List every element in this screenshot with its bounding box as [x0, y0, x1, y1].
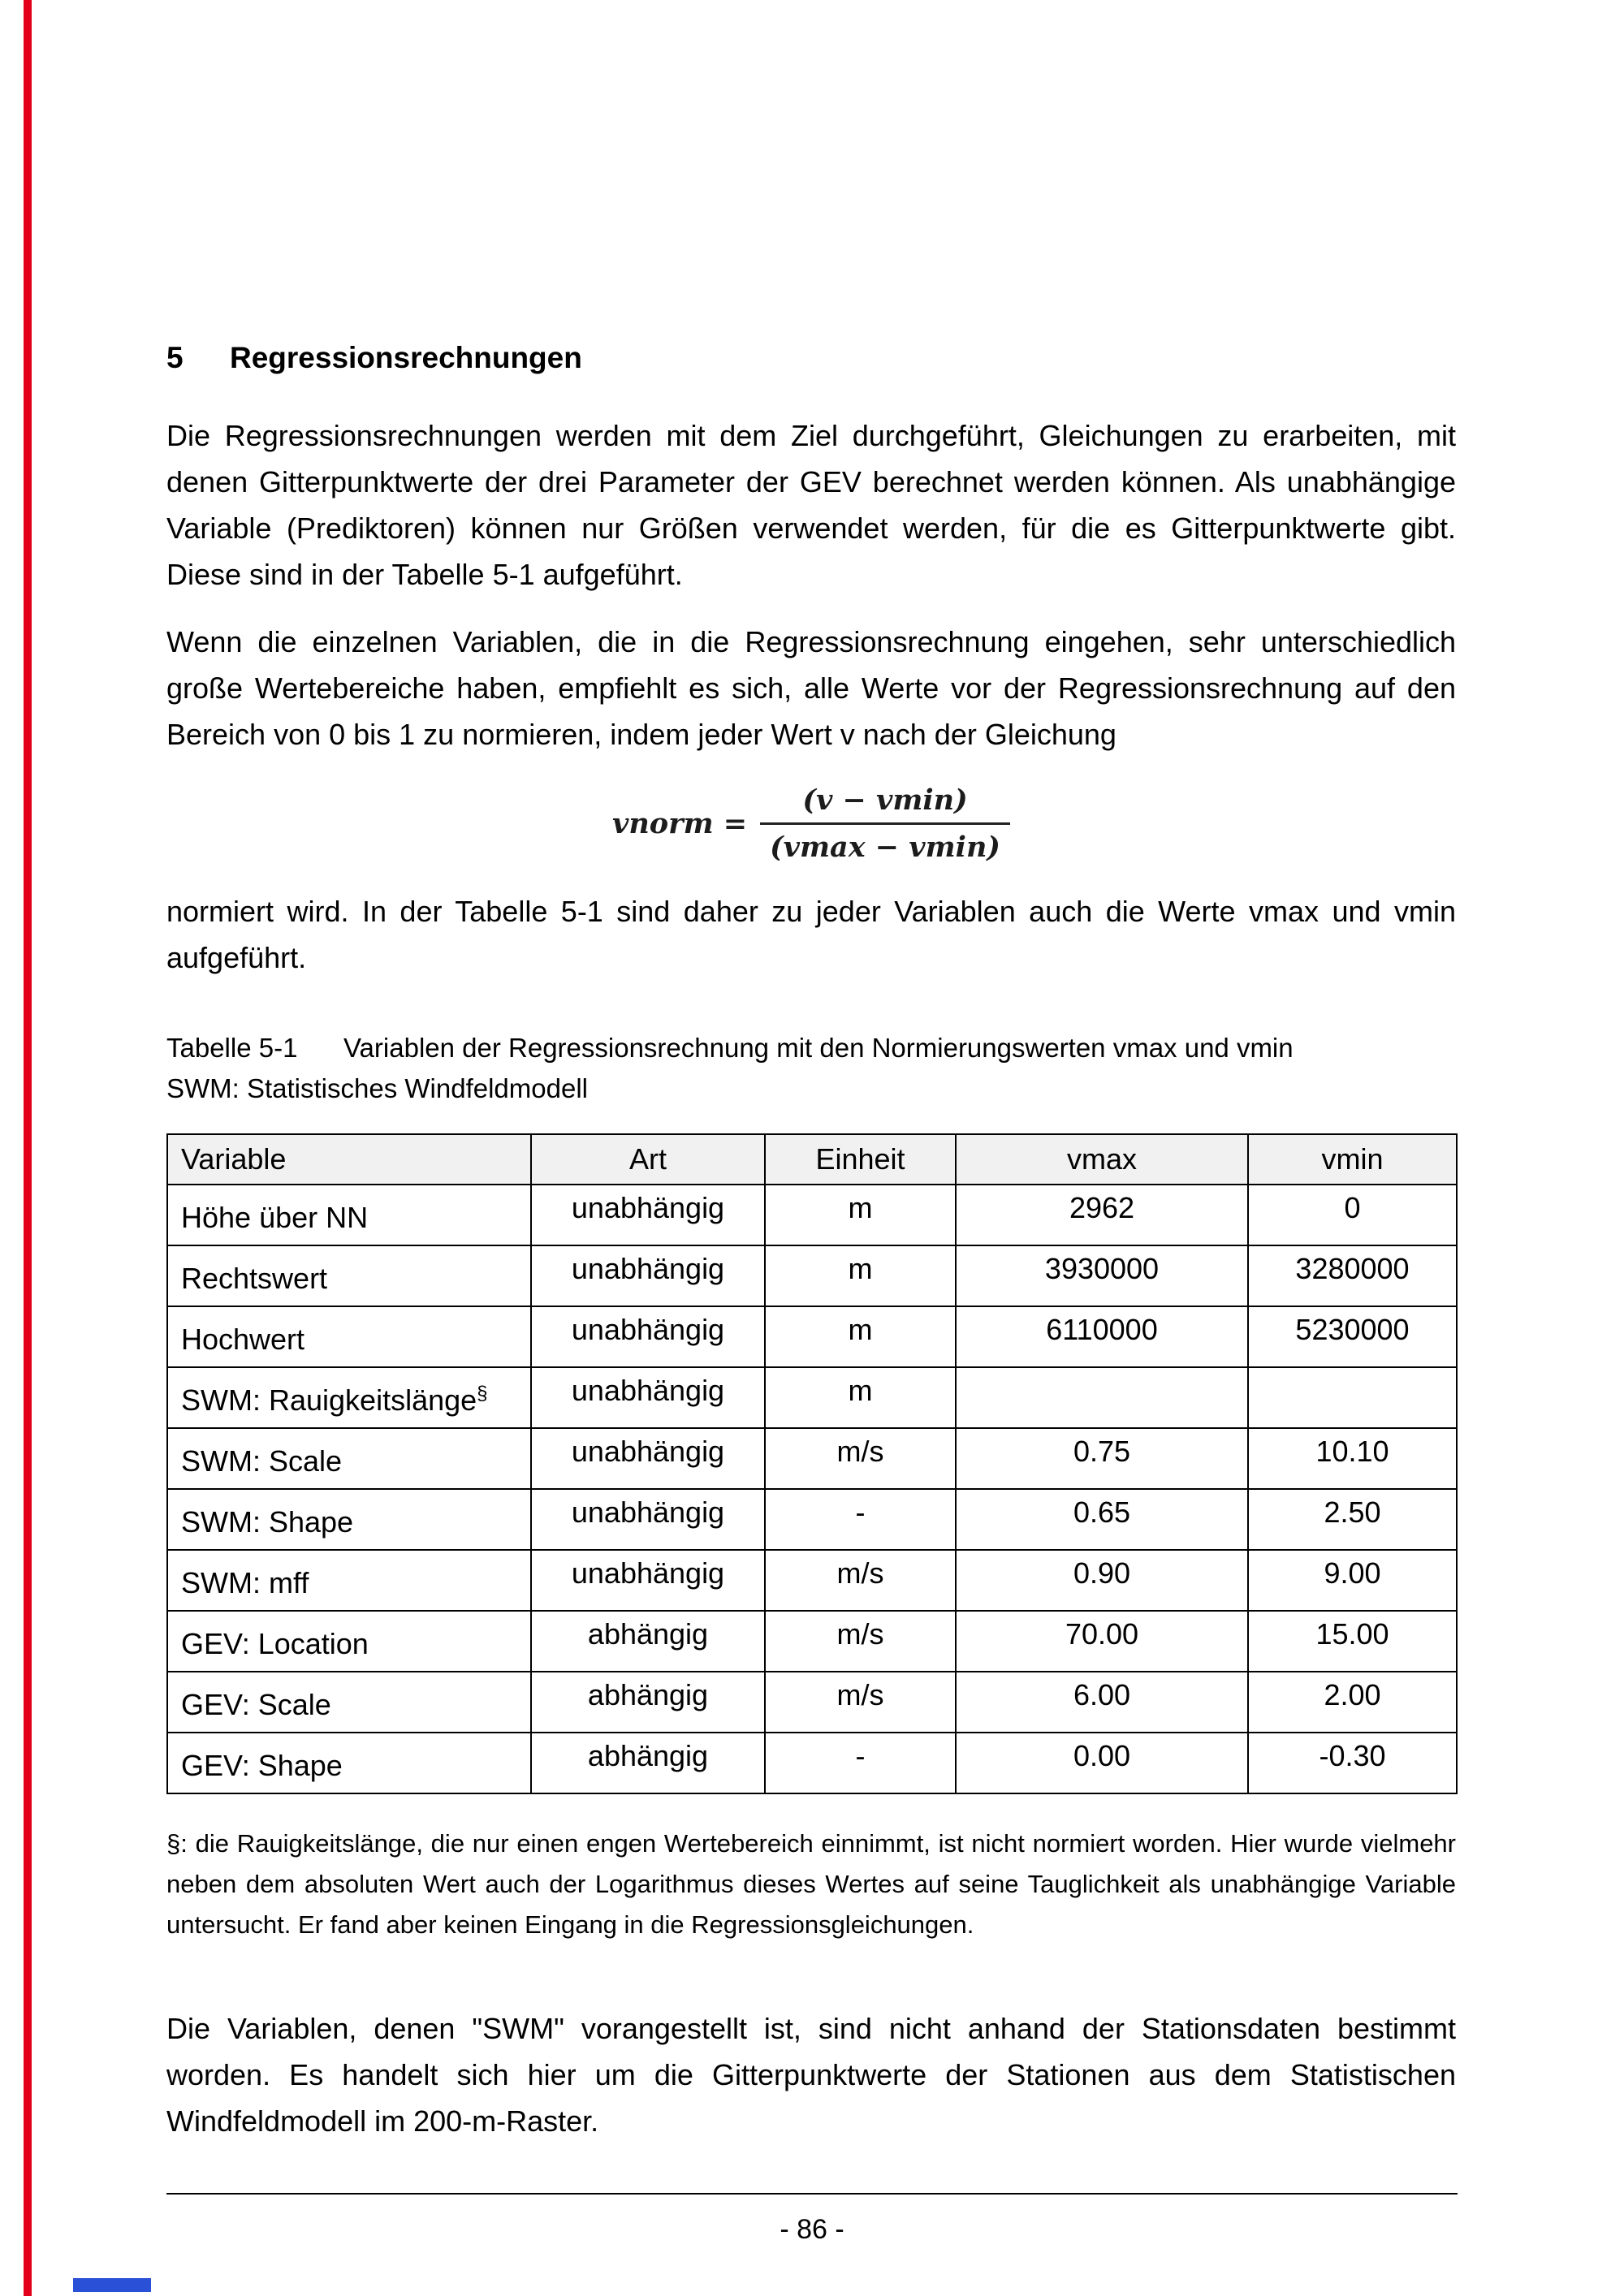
cell-art: abhängig [531, 1672, 765, 1733]
cell-variable [167, 1672, 531, 1733]
cell-art: abhängig [531, 1733, 765, 1793]
formula-fraction [760, 783, 1010, 864]
cell-vmax: 70.00 [956, 1611, 1248, 1672]
cell-variable [167, 1245, 531, 1306]
variable-name: SWM: Rauigkeitslänge [181, 1383, 477, 1417]
footnote-marker: § [477, 1383, 488, 1405]
cell-variable [167, 1611, 531, 1672]
cell-variable [167, 1185, 531, 1245]
left-margin-stripe [24, 0, 32, 2296]
cell-vmin [1248, 1367, 1457, 1428]
cell-variable [167, 1367, 531, 1428]
paragraph-normalization: Wenn die einzelnen Variablen, die in die Regressionsrechnung eingehen, sehr unterschiedlich große Wertebereiche haben, empfiehlt es sich, alle Werte vor der Regressionsrechnung auf den Bereich von 0 bis 1 zu normieren, indem jeder Wert v nach der Gleichung [166, 625, 1456, 751]
paragraph-after-formula: normiert wird. In der Tabelle 5-1 sind daher zu jeder Variablen auch die Werte vmax und vmin aufgeführt. [166, 895, 1456, 974]
cell-art: unabhängig [531, 1489, 765, 1550]
table-row [167, 1550, 1457, 1611]
cell-art: abhängig [531, 1611, 765, 1672]
variable-name: SWM: mff [181, 1566, 309, 1599]
paragraph-swm-note: Die Variablen, denen "SWM" vorangestellt ist, sind nicht anhand der Stationsdaten bestimmt worden. Es handelt sich hier um die Gitterpunktwerte der Stationen aus dem Statistischen Windfeldmodell im 200-m-Raster. [166, 2012, 1456, 2138]
cell-vmax: 6.00 [956, 1672, 1248, 1733]
normalization-formula [166, 783, 1456, 864]
cell-variable [167, 1428, 531, 1489]
cell-vmin: 10.10 [1248, 1428, 1457, 1489]
variable-name: Hochwert [181, 1323, 305, 1356]
cell-variable [167, 1550, 531, 1611]
table-row [167, 1185, 1457, 1245]
cell-vmax: 0.75 [956, 1428, 1248, 1489]
formula-lhs: vnorm = [612, 807, 748, 840]
page-footer [166, 2193, 1458, 2246]
col-header-vmin: vmin [1248, 1134, 1457, 1185]
table-row [167, 1733, 1457, 1793]
table-row [167, 1367, 1457, 1428]
page-number: - 86 - [780, 2214, 844, 2245]
cell-vmin: -0.30 [1248, 1733, 1457, 1793]
variable-name: GEV: Shape [181, 1749, 343, 1782]
col-header-einheit: Einheit [765, 1134, 956, 1185]
footer-rule [166, 2193, 1458, 2195]
cell-vmin: 2.00 [1248, 1672, 1457, 1733]
cell-vmax: 0.90 [956, 1550, 1248, 1611]
page-content [166, 341, 1456, 2144]
cell-vmin: 5230000 [1248, 1306, 1457, 1367]
cell-art: unabhängig [531, 1185, 765, 1245]
cell-vmin: 2.50 [1248, 1489, 1457, 1550]
cell-einheit: m/s [765, 1428, 956, 1489]
cell-art: unabhängig [531, 1306, 765, 1367]
cell-variable [167, 1489, 531, 1550]
bottom-left-blue-mark [73, 2278, 151, 2292]
formula-numerator: (v − vmin) [760, 783, 1010, 825]
cell-vmin: 9.00 [1248, 1550, 1457, 1611]
col-header-vmax: vmax [956, 1134, 1248, 1185]
cell-art: unabhängig [531, 1428, 765, 1489]
cell-vmin: 15.00 [1248, 1611, 1457, 1672]
variables-table [166, 1133, 1458, 1794]
variable-name: GEV: Scale [181, 1688, 331, 1721]
cell-variable [167, 1733, 531, 1793]
cell-einheit: m/s [765, 1672, 956, 1733]
formula-denominator: (vmax − vmin) [770, 831, 1000, 864]
cell-vmin: 0 [1248, 1185, 1457, 1245]
cell-einheit: m [765, 1306, 956, 1367]
table-caption-label: Tabelle 5-1 [166, 1033, 298, 1063]
cell-vmin: 3280000 [1248, 1245, 1457, 1306]
table-row [167, 1672, 1457, 1733]
table-caption-subtext: SWM: Statistisches Windfeldmodell [166, 1073, 588, 1103]
cell-einheit: - [765, 1733, 956, 1793]
table-row [167, 1245, 1457, 1306]
col-header-art: Art [531, 1134, 765, 1185]
variable-name: SWM: Scale [181, 1444, 343, 1478]
col-header-variable: Variable [167, 1134, 531, 1185]
cell-einheit: m [765, 1245, 956, 1306]
table-row [167, 1306, 1457, 1367]
paragraph-intro: Die Regressionsrechnungen werden mit dem Ziel durchgeführt, Gleichungen zu erarbeiten, mit denen Gitterpunktwerte der drei Parameter der GEV berechnet werden können. Als unabhängige Variable (Prediktoren) können nur Größen verwendet werden, für die es Gitterpunktwerte gibt. Diese sind in der Tabelle 5-1 aufgeführt. [166, 419, 1456, 591]
variable-name: Höhe über NN [181, 1201, 369, 1234]
cell-einheit: m/s [765, 1611, 956, 1672]
table-caption-line1 [166, 1028, 1456, 1068]
table-row [167, 1489, 1457, 1550]
cell-vmax [956, 1367, 1248, 1428]
cell-vmax: 0.00 [956, 1733, 1248, 1793]
variable-name: Rechtswert [181, 1262, 328, 1295]
table-header-row [167, 1134, 1457, 1185]
section-heading [166, 341, 1456, 375]
cell-vmax: 6110000 [956, 1306, 1248, 1367]
table-caption-text: Variablen der Regressionsrechnung mit den Normierungswerten vmax und vmin [343, 1033, 1294, 1063]
table-row [167, 1428, 1457, 1489]
cell-einheit: m/s [765, 1550, 956, 1611]
table-caption [166, 1028, 1456, 1109]
variable-name: GEV: Location [181, 1627, 369, 1660]
section-title: Regressionsrechnungen [230, 341, 582, 374]
cell-vmax: 0.65 [956, 1489, 1248, 1550]
cell-art: unabhängig [531, 1367, 765, 1428]
cell-einheit: m [765, 1367, 956, 1428]
cell-einheit: m [765, 1185, 956, 1245]
cell-vmax: 3930000 [956, 1245, 1248, 1306]
variable-name: SWM: Shape [181, 1505, 354, 1539]
cell-vmax: 2962 [956, 1185, 1248, 1245]
cell-variable [167, 1306, 531, 1367]
table-row [167, 1611, 1457, 1672]
table-footnote: §: die Rauigkeitslänge, die nur einen engen Wertebereich einnimmt, ist nicht normiert worden. Hier wurde vielmehr neben dem absoluten Wert auch der Logarithmus dieses Wertes auf seine Tauglichkeit als unabhängige Variable untersucht. Er fand aber keinen Eingang in die Regressionsgleichungen. [166, 1829, 1456, 1939]
cell-einheit: - [765, 1489, 956, 1550]
cell-art: unabhängig [531, 1245, 765, 1306]
cell-art: unabhängig [531, 1550, 765, 1611]
section-number: 5 [166, 341, 184, 374]
